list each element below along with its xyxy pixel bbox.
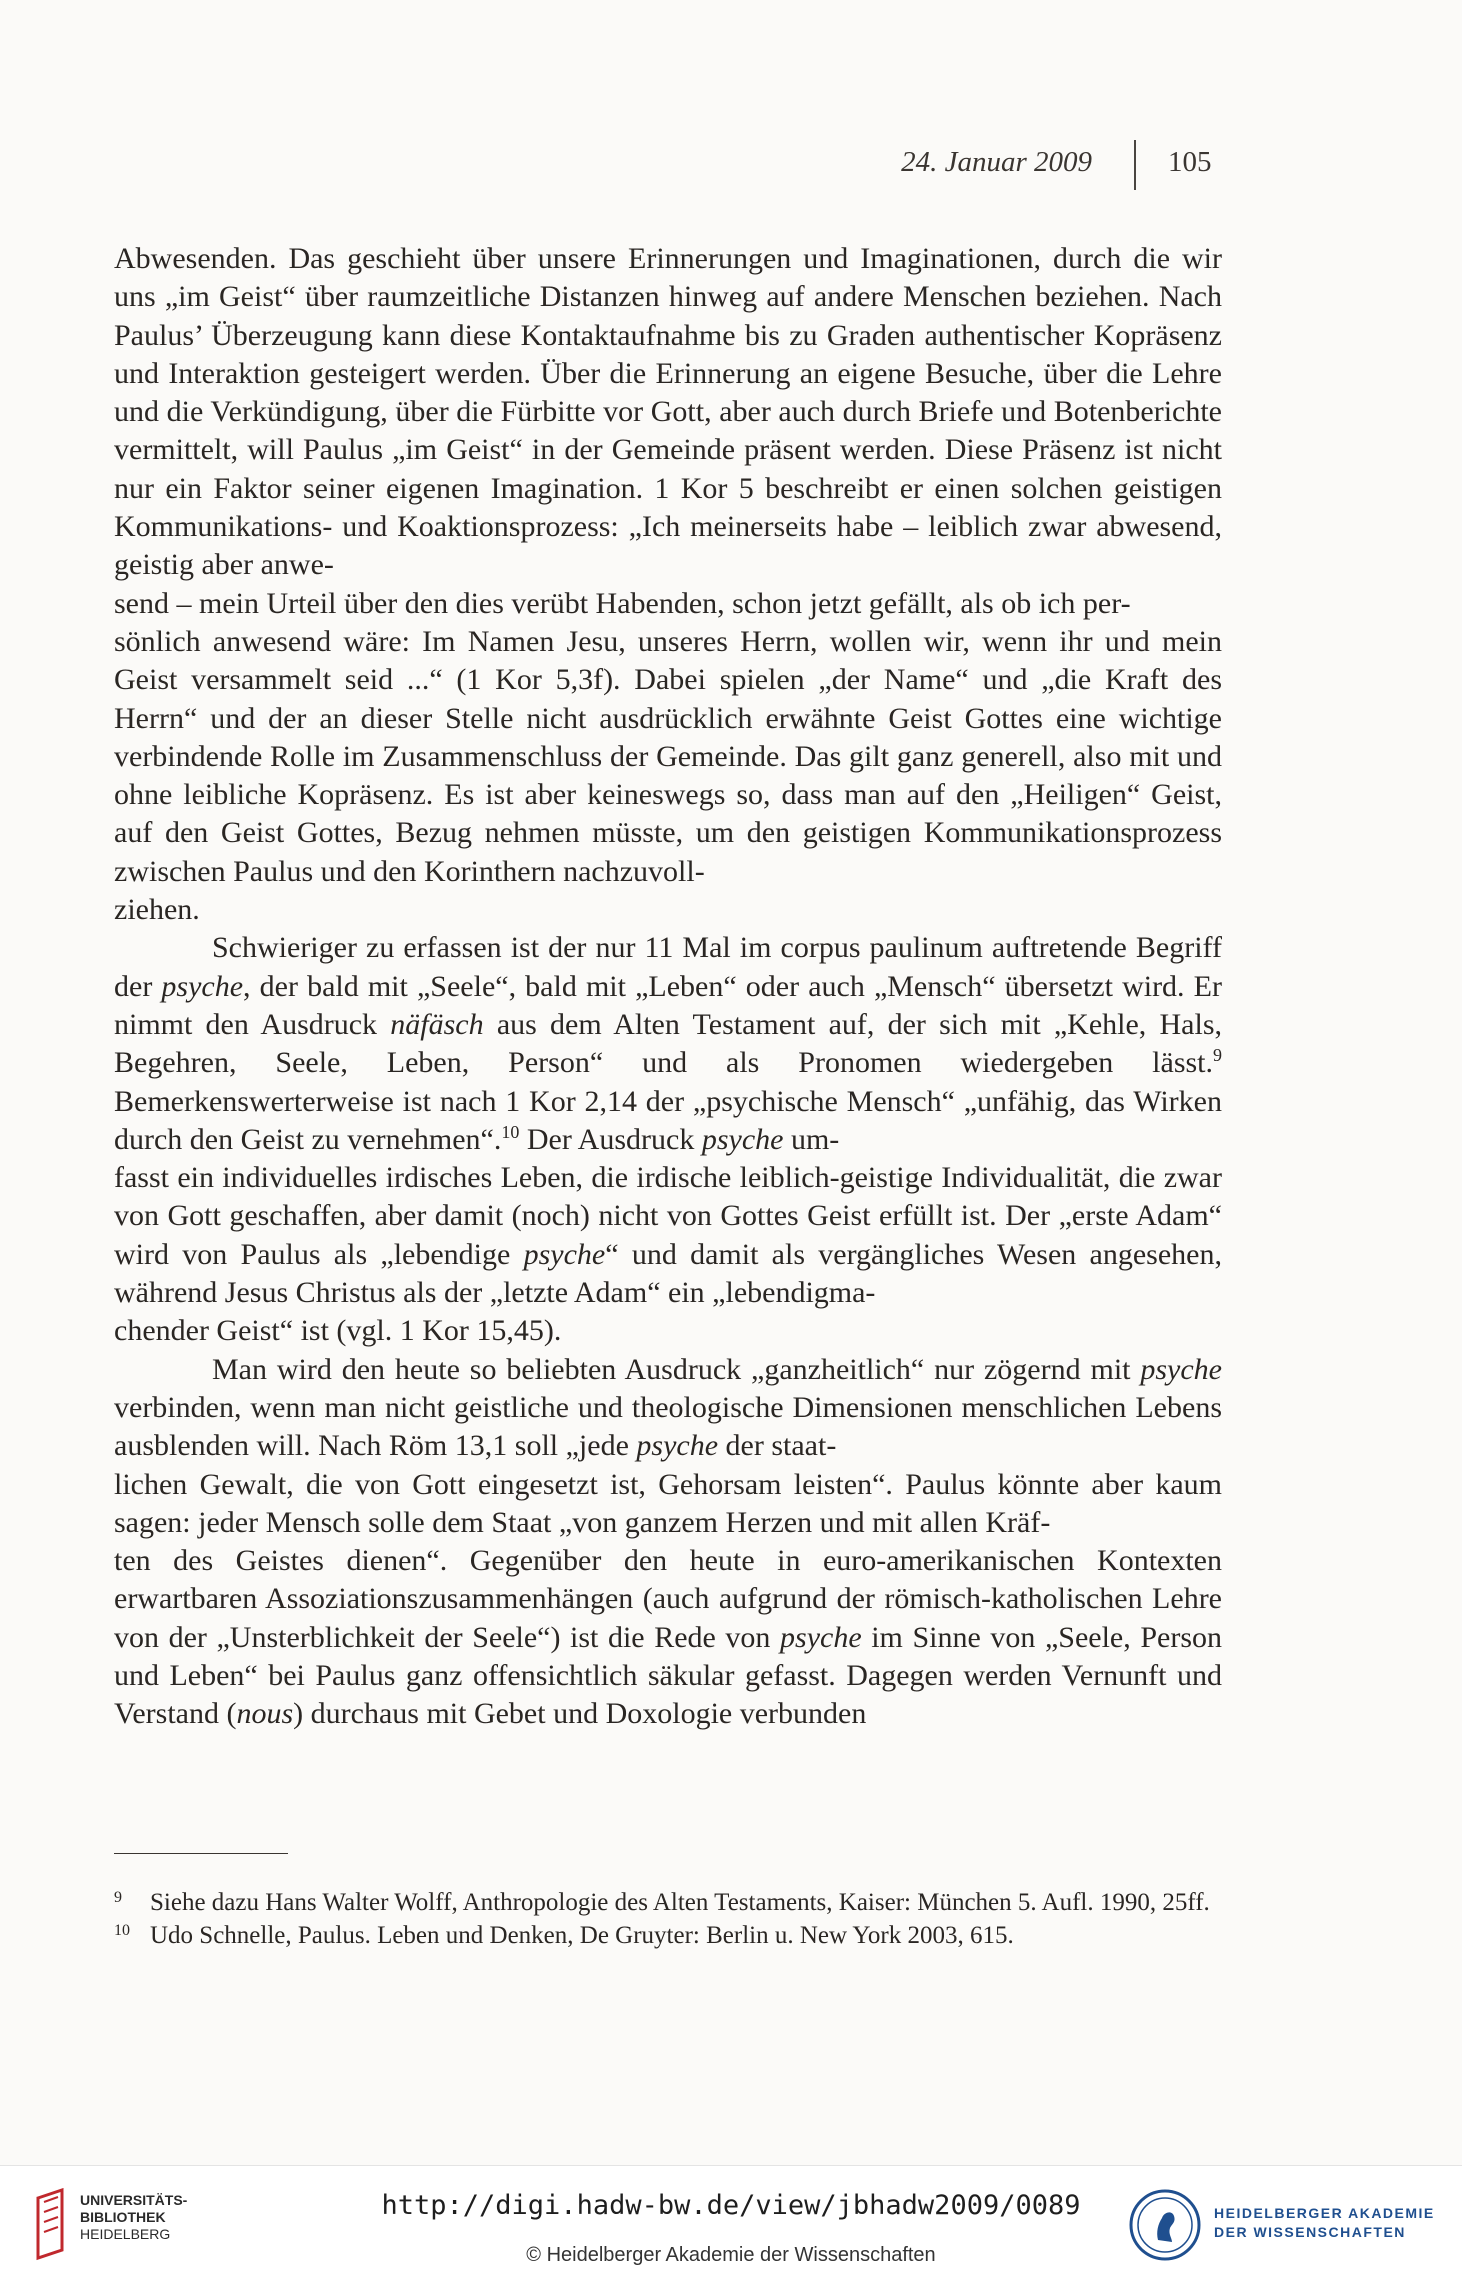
page-header <box>0 140 1462 190</box>
footnote-number: 9 <box>114 1889 122 1906</box>
ub-heidelberg-label: UNIVERSITÄTS- BIBLIOTHEK HEIDELBERG <box>80 2192 188 2242</box>
hadw-label: HEIDELBERGER AKADEMIE DER WISSENSCHAFTEN <box>1214 2205 1435 2240</box>
paragraph-3: Man wird den heute so beliebten Ausdruck „ganzheitlich“ nur zögernd mit psyche verbinden, wenn man nicht geistliche und theologische Dimensionen menschlichen Lebens ausblenden will. Nach Röm 13,1 soll „jede psyche der staat- lichen Gewalt, die von Gott eingesetzt ist, Gehorsam leisten“. Paulus könnte aber kaum sagen: jeder Mensch solle dem Staat „von ganzem Herzen und mit allen Kräf- ten des Geistes dienen“. Gegenüber den heute in euro-amerikanischen Kontexten erwartbaren Assoziationszusammenhängen (auch aufgrund der römisch-katholischen Lehre von der „Unsterblichkeit der Seele“) ist die Rede von psyche im Sinne von „Seele, Person und Leben“ bei Paulus ganz offensichtlich säkular gefasst. Dagegen werden Vernunft und Verstand (nous) durchaus mit Gebet und Doxologie verbunden <box>114 1352 1222 1731</box>
paragraph-1: Abwesenden. Das geschieht über unsere Erinnerungen und Imaginationen, durch die wir uns „im Geist“ über raumzeitliche Distanzen hinweg auf andere Menschen beziehen. Nach Paulus’ Überzeugung kann diese Kontaktaufnahme bis zu Graden authentischer Kopräsenz und Interaktion gesteigert werden. Über die Erinnerung an eigene Besuche, über die Lehre und die Verkündigung, über die Fürbitte vor Gott, aber auch durch Briefe und Botenberichte vermittelt, will Paulus „im Geist“ in der Gemeinde präsent werden. Diese Präsenz ist nicht nur ein Faktor seiner eigenen Imagination. 1 Kor 5 beschreibt er einen solchen geistigen Kommunikations- und Koaktionsprozess: „Ich meinerseits habe – leiblich zwar abwesend, geistig aber anwe- send – mein Urteil über den dies verübt Habenden, schon jetzt gefällt, als ob ich per- sönlich anwesend wäre: Im Namen Jesu, unseres Herrn, wollen wir, wenn ihr und mein Geist versammelt seid ...“ (1 Kor 5,3f). Dabei spielen „der Name“ und „die Kraft des Herrn“ und der an dieser Stelle nicht ausdrücklich erwähnte Geist Gottes eine wichtige verbindende Rolle im Zusammenschluss der Gemeinde. Das gilt ganz generell, also mit und ohne leibliche Kopräsenz. Es ist aber keineswegs so, dass man auf den „Heiligen“ Geist, auf den Geist Gottes, Bezug nehmen müsste, um den geistigen Kommunikationsprozess zwischen Paulus und den Korinthern nachzuvoll- ziehen. <box>114 242 1222 927</box>
footnote-ref-9[interactable]: 9 <box>1213 1045 1222 1066</box>
footnote-number: 10 <box>114 1922 130 1939</box>
page-number: 105 <box>1168 146 1212 178</box>
body-text <box>114 240 1222 1734</box>
footnotes <box>114 1886 1222 1952</box>
footnote-ref-10[interactable]: 10 <box>501 1121 520 1142</box>
footnote-text: Siehe dazu Hans Walter Wolff, Anthropologie des Alten Testaments, Kaiser: München 5. Aufl. 1990, 25ff. <box>150 1889 1210 1916</box>
footnote-text: Udo Schnelle, Paulus. Leben und Denken, De Gruyter: Berlin u. New York 2003, 615. <box>150 1922 1014 1949</box>
paragraph-2: Schwieriger zu erfassen ist der nur 11 Mal im corpus paulinum auftretende Begriff der psyche, der bald mit „Seele“, bald mit „Leben“ oder auch „Mensch“ übersetzt wird. Er nimmt den Ausdruck näfäsch aus dem Alten Testament auf, der sich mit „Kehle, Hals, Begehren, Seele, Leben, Person“ und als Pronomen wiedergeben lässt.$^9$ Bemerkenswerterweise ist nach 1 Kor 2,14 der „psychische Mensch“ „unfähig, das Wirken durch den Geist zu vernehmen“.$^{10}$ Der Ausdruck psyche um- fasst ein individuelles irdisches Leben, die irdische leiblich-geistige Individualität, die zwar von Gott geschaffen, aber damit (noch) nicht von Gottes Geist erfüllt ist. Der „erste Adam“ wird von Paulus als „lebendige psyche“ und damit als vergängliches Wesen angesehen, während Jesus Christus als der „letzte Adam“ ein „lebendigma- chender Geist“ ist (vgl. 1 Kor 15,45). <box>114 931 1223 1348</box>
footnote-9 <box>114 1886 1222 1919</box>
footnote-separator <box>114 1853 288 1854</box>
viewer-footer <box>0 2165 1462 2286</box>
footnote-10 <box>114 1919 1222 1952</box>
permalink-url[interactable]: http://digi.hadw-bw.de/view/jbhadw2009/0089 <box>381 2190 1081 2221</box>
hadw-seal-icon[interactable] <box>1128 2188 1202 2262</box>
running-title: 24. Januar 2009 <box>901 146 1092 178</box>
copyright-notice: © Heidelberger Akademie der Wissenschaften <box>526 2244 936 2266</box>
header-divider <box>1134 140 1136 190</box>
